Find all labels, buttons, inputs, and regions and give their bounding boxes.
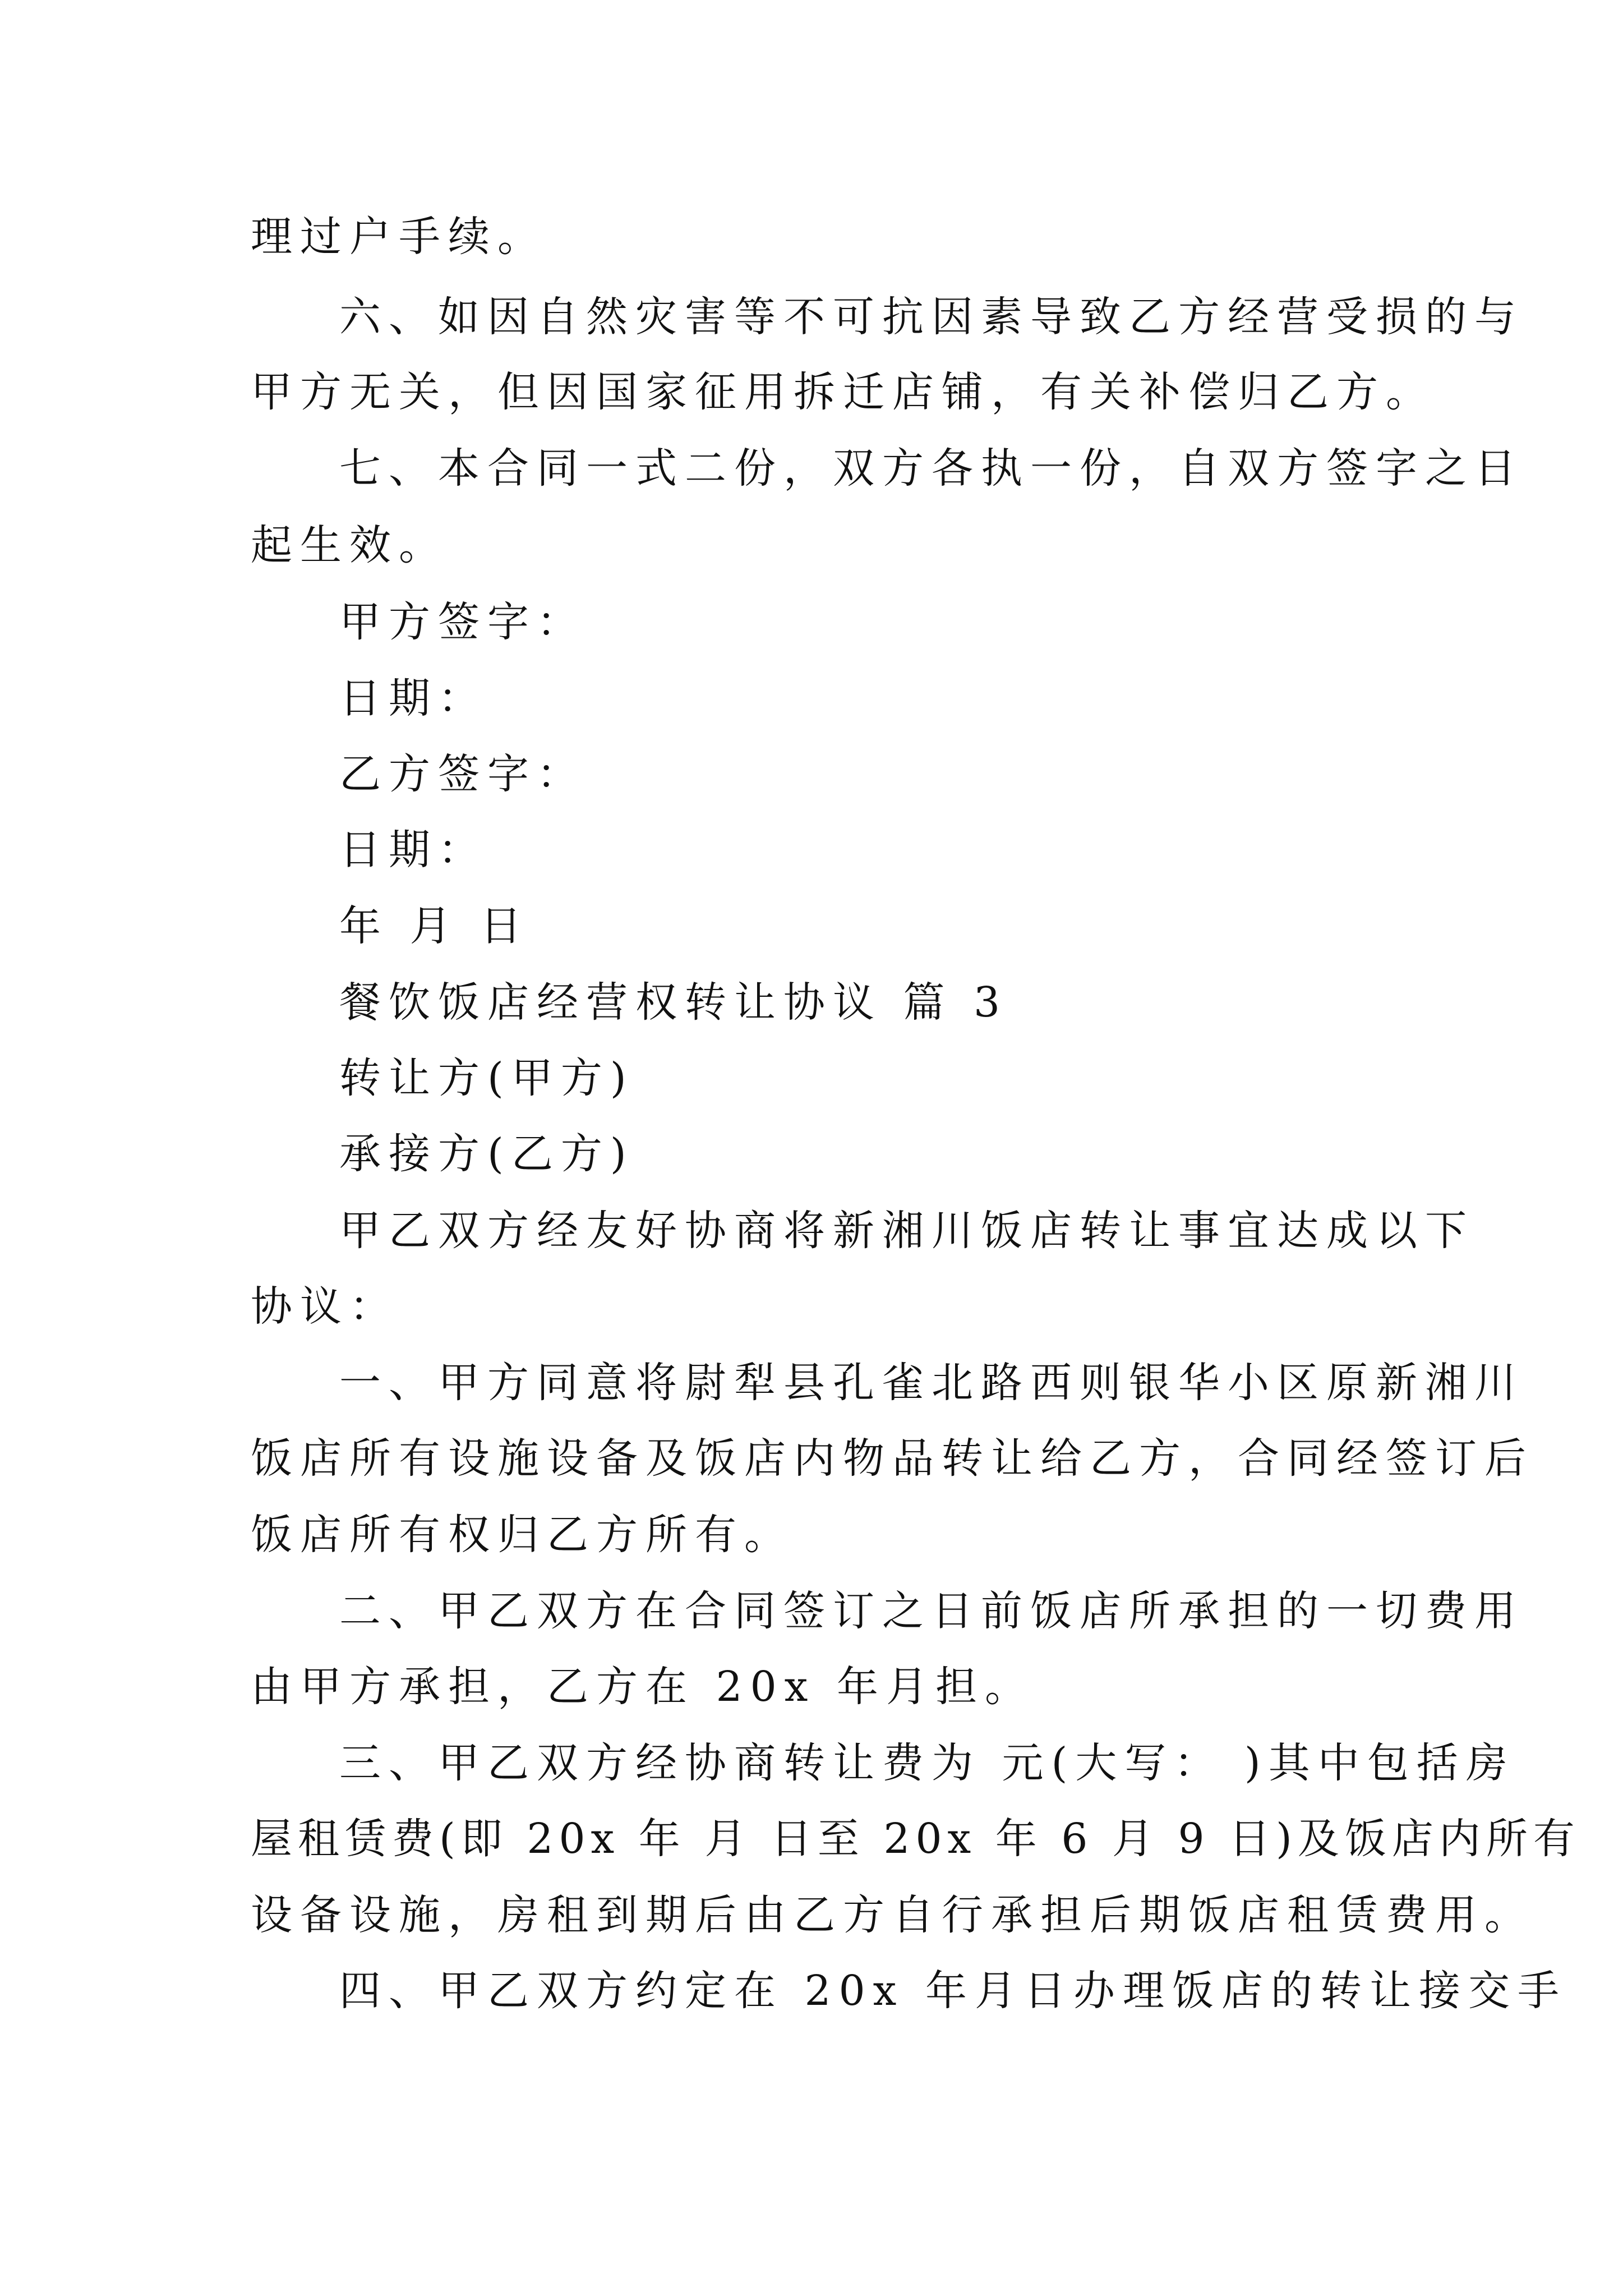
text-line: 二、甲乙双方在合同签订之日前饭店所承担的一切费用 xyxy=(339,1587,1524,1635)
text-line: 乙方签字： xyxy=(339,750,586,798)
text-line: 由甲方承担，乙方在 20x 年月担。 xyxy=(251,1663,1034,1711)
text-line: 转让方(甲方) xyxy=(339,1054,634,1102)
text-line: 三、甲乙双方经协商转让费为 元(大写： )其中包括房 xyxy=(339,1739,1515,1787)
text-line: 起生效。 xyxy=(251,521,448,569)
text-line: 一、甲方同意将尉犁县孔雀北路西则银华小区原新湘川 xyxy=(339,1359,1524,1407)
text-line: 日期： xyxy=(339,826,487,874)
text-line: 六、如因自然灾害等不可抗因素导致乙方经营受损的与 xyxy=(339,293,1524,341)
text-line: 甲乙双方经友好协商将新湘川饭店转让事宜达成以下 xyxy=(339,1207,1474,1255)
text-line: 年 月 日 xyxy=(339,902,530,950)
section-heading: 餐饮饭店经营权转让协议 篇 3 xyxy=(339,978,1008,1027)
text-line: 饭店所有设施设备及饭店内物品转让给乙方，合同经签订后 xyxy=(251,1434,1534,1483)
text-line: 饭店所有权归乙方所有。 xyxy=(251,1511,794,1559)
text-line: 日期： xyxy=(339,674,487,723)
text-line: 设备设施，房租到期后由乙方自行承担后期饭店租赁费用。 xyxy=(251,1891,1534,1939)
text-line: 七、本合同一式二份，双方各执一份，自双方签字之日 xyxy=(339,444,1524,493)
text-line: 屋租赁费(即 20x 年 月 日至 20x 年 6 月 9 日)及饭店内所有 xyxy=(251,1815,1580,1863)
text-line: 协议： xyxy=(251,1282,399,1331)
text-line: 理过户手续。 xyxy=(251,213,547,261)
text-line: 四、甲乙双方约定在 20x 年月日办理饭店的转让接交手 xyxy=(339,1967,1567,2015)
text-line: 承接方(乙方) xyxy=(339,1130,634,1178)
text-line: 甲方无关，但因国家征用拆迁店铺，有关补偿归乙方。 xyxy=(251,368,1435,416)
text-line: 甲方签字： xyxy=(339,598,586,646)
